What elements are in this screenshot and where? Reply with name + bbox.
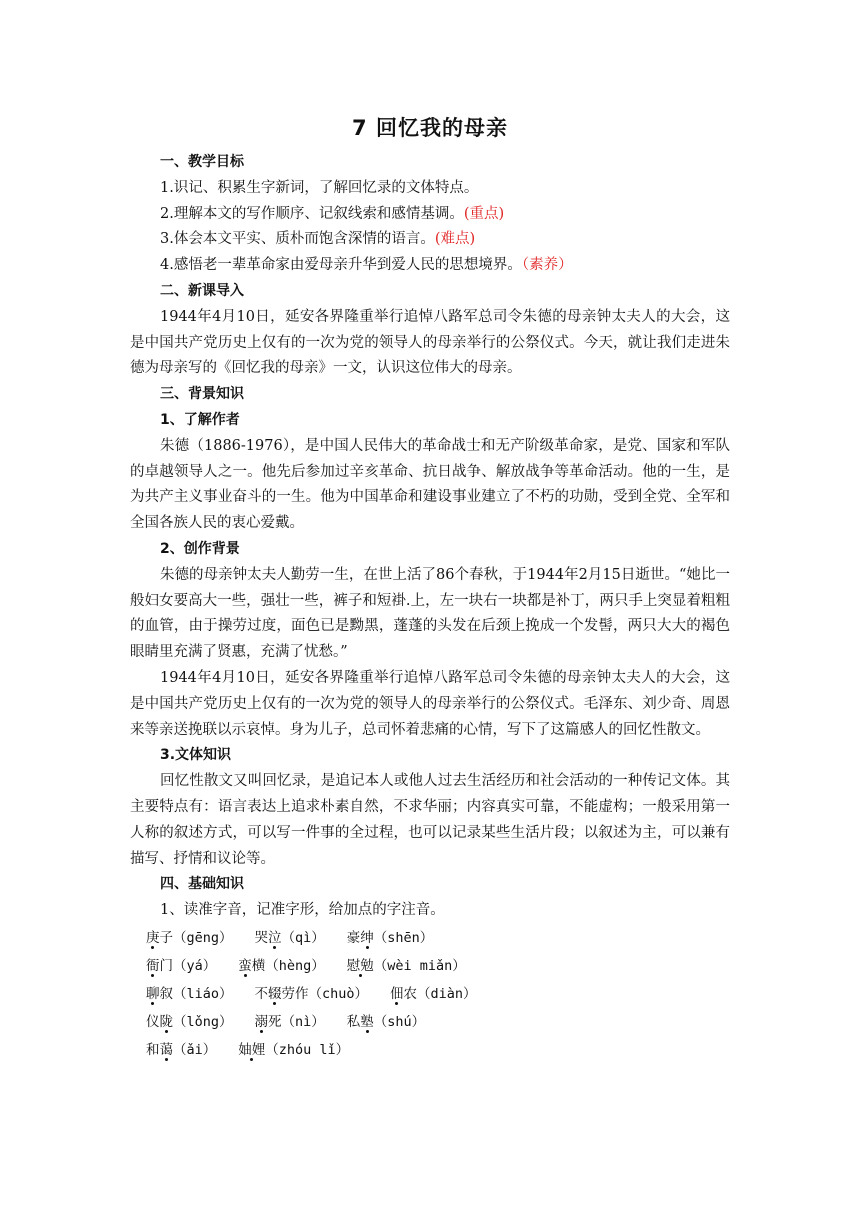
pinyin-annotation: 农（diàn） — [403, 985, 477, 1002]
pinyin-annotation: 死（nì） — [268, 1013, 325, 1030]
vocabulary-item — [347, 1014, 425, 1030]
vocabulary-item — [146, 986, 233, 1002]
section-heading-teaching-goals: 一、教学目标 — [160, 154, 244, 170]
genre-paragraph: 回忆性散文又叫回忆录，是追记本人或他人过去生活经历和社会活动的一种传记文体。其主要特点有：语言表达上追求朴素自然，不求华丽；内容真实可靠，不能虚构；一般采用第一人称的叙述方式，可以写一件事的全过程，也可以记录某些生活片段；以叙述为主，可以兼有描写、抒情和议论等。 — [130, 773, 730, 867]
vocabulary-item — [238, 958, 325, 974]
dotted-character: 佃 — [390, 985, 404, 1002]
dotted-character: 衙 — [146, 957, 160, 974]
word-prefix: 不 — [254, 985, 269, 1002]
vocabulary-row — [146, 924, 730, 952]
section-heading-introduction: 二、新课导入 — [160, 282, 244, 299]
introduction-paragraph: 1944年4月10日，延安各界隆重举行追悼八路军总司令朱德的母亲钟太夫人的大会，这是中国共产党历史上仅有的一次为党的领导人的母亲举行的公祭仪式。今天，就让我们走进朱德为母亲写的《回忆我的母亲》一文，认识这位伟大的母亲。 — [130, 308, 730, 377]
pinyin-annotation: 子（gēng） — [159, 929, 233, 946]
vocabulary-item — [146, 1042, 216, 1058]
pinyin-annotation: 门（yá） — [159, 957, 217, 974]
vocabulary-item — [238, 1042, 349, 1058]
vocabulary-row — [146, 1036, 730, 1064]
dotted-character: 聊 — [146, 985, 160, 1002]
dotted-character: 绅 — [360, 929, 374, 946]
word-prefix: 和 — [146, 1041, 160, 1058]
vocabulary-item — [347, 958, 466, 974]
vocabulary-item — [146, 958, 216, 974]
goal-item-1: 1.识记、积累生字新词，了解回忆录的文体特点。 — [160, 179, 479, 196]
section-heading-basic-knowledge: 四、基础知识 — [160, 876, 244, 893]
pinyin-annotation: （shú） — [373, 1013, 426, 1030]
document-body — [130, 150, 730, 1064]
dotted-character: 陇 — [159, 1013, 173, 1030]
vocabulary-item — [390, 986, 477, 1002]
dotted-character: 泣 — [268, 929, 282, 946]
pronunciation-instruction: 1、读准字音，记准字形，给加点的字注音。 — [160, 902, 445, 919]
pinyin-annotation: 劳作（chuò） — [281, 985, 369, 1002]
goal-item-4: 4.感悟老一辈革命家由爱母亲升华到爱人民的思想境界。（素养） — [160, 257, 573, 274]
background-paragraph-2: 1944年4月10日，延安各界隆重举行追悼八路军总司令朱德的母亲钟太夫人的大会，这是中国共产党历史上仅有的一次为党的领导人的母亲举行的公祭仪式。毛泽东、刘少奇、周恩来等亲送挽联以示哀悼。身为儿子，总司怀着悲痛的心情，写下了这篇感人的回忆性散文。 — [130, 669, 730, 738]
dotted-character: 塾 — [360, 1013, 374, 1030]
dotted-character: 蔼 — [159, 1041, 173, 1058]
subheading-writing-background: 2、创作背景 — [160, 540, 240, 557]
vocabulary-item — [146, 930, 233, 946]
pinyin-annotation: （zhóu lǐ） — [265, 1041, 350, 1058]
dotted-character: 辍 — [268, 985, 282, 1002]
pinyin-annotation: 叙（liáo） — [159, 985, 233, 1002]
vocabulary-item — [255, 930, 325, 946]
goal-item-2: 2.理解本文的写作顺序、记叙线索和感情基调。(重点) — [160, 205, 505, 222]
dotted-character: 蛮 — [238, 957, 252, 974]
dotted-character: 溺 — [254, 1013, 269, 1030]
background-paragraph-1: 朱德的母亲钟太夫人勤劳一生，在世上活了86个春秋，于1944年2月15日逝世。“她比一般妇女要高大一些，强壮一些，裤子和短褂.上，左一块右一块都是补丁，两只手上突显着粗粗的血管，由于操劳过度，面色已是黝黑，蓬蓬的头发在后颈上挽成一个发髻，两只大大的褐色眼睛里充满了贤惠，充满了忧愁。” — [130, 566, 730, 661]
subheading-about-author: 1、了解作者 — [160, 411, 240, 428]
pinyin-annotation: 横（hèng） — [251, 957, 325, 974]
vocabulary-list — [130, 924, 730, 1064]
word-prefix: 私 — [346, 1013, 361, 1030]
goal-item-3: 3.体会本文平实、质朴而饱含深情的语言。(难点) — [160, 231, 476, 248]
word-prefix: 仪 — [146, 1013, 160, 1030]
vocabulary-row — [146, 1008, 730, 1036]
difficult-point-tag: (难点) — [434, 231, 476, 248]
word-prefix: 哭 — [254, 929, 269, 946]
vocabulary-item — [255, 1014, 325, 1030]
pinyin-annotation: （ǎi） — [173, 1041, 217, 1058]
literacy-tag: （素养） — [521, 257, 573, 274]
dotted-character: 庚 — [146, 929, 160, 946]
pinyin-annotation: （wèi miǎn） — [373, 957, 466, 974]
pinyin-annotation: （qì） — [281, 929, 325, 946]
subheading-genre-knowledge: 3.文体知识 — [160, 747, 232, 764]
word-prefix: 豪 — [346, 929, 361, 946]
vocabulary-row — [146, 980, 730, 1008]
vocabulary-item — [347, 930, 434, 946]
dotted-character: 慰勉 — [346, 957, 374, 974]
author-paragraph: 朱德（1886-1976），是中国人民伟大的革命战士和无产阶级革命家，是党、国家和军队的卓越领导人之一。他先后参加过辛亥革命、抗日战争、解放战争等革命活动。他的一生，是为共产主义事业奋斗的一生。他为中国革命和建设事业建立了不朽的功勋，受到全党、全军和全国各族人民的衷心爱戴。 — [130, 437, 730, 532]
vocabulary-row — [146, 952, 730, 980]
section-heading-background: 三、背景知识 — [160, 386, 244, 403]
dotted-character: 妯娌 — [238, 1041, 266, 1058]
key-point-tag: (重点) — [463, 205, 505, 222]
page-title: 7 回忆我的母亲 — [352, 116, 508, 140]
vocabulary-item — [146, 1014, 233, 1030]
pinyin-annotation: （lǒng） — [173, 1013, 233, 1030]
vocabulary-item — [255, 986, 369, 1002]
pinyin-annotation: （shēn） — [373, 929, 434, 946]
